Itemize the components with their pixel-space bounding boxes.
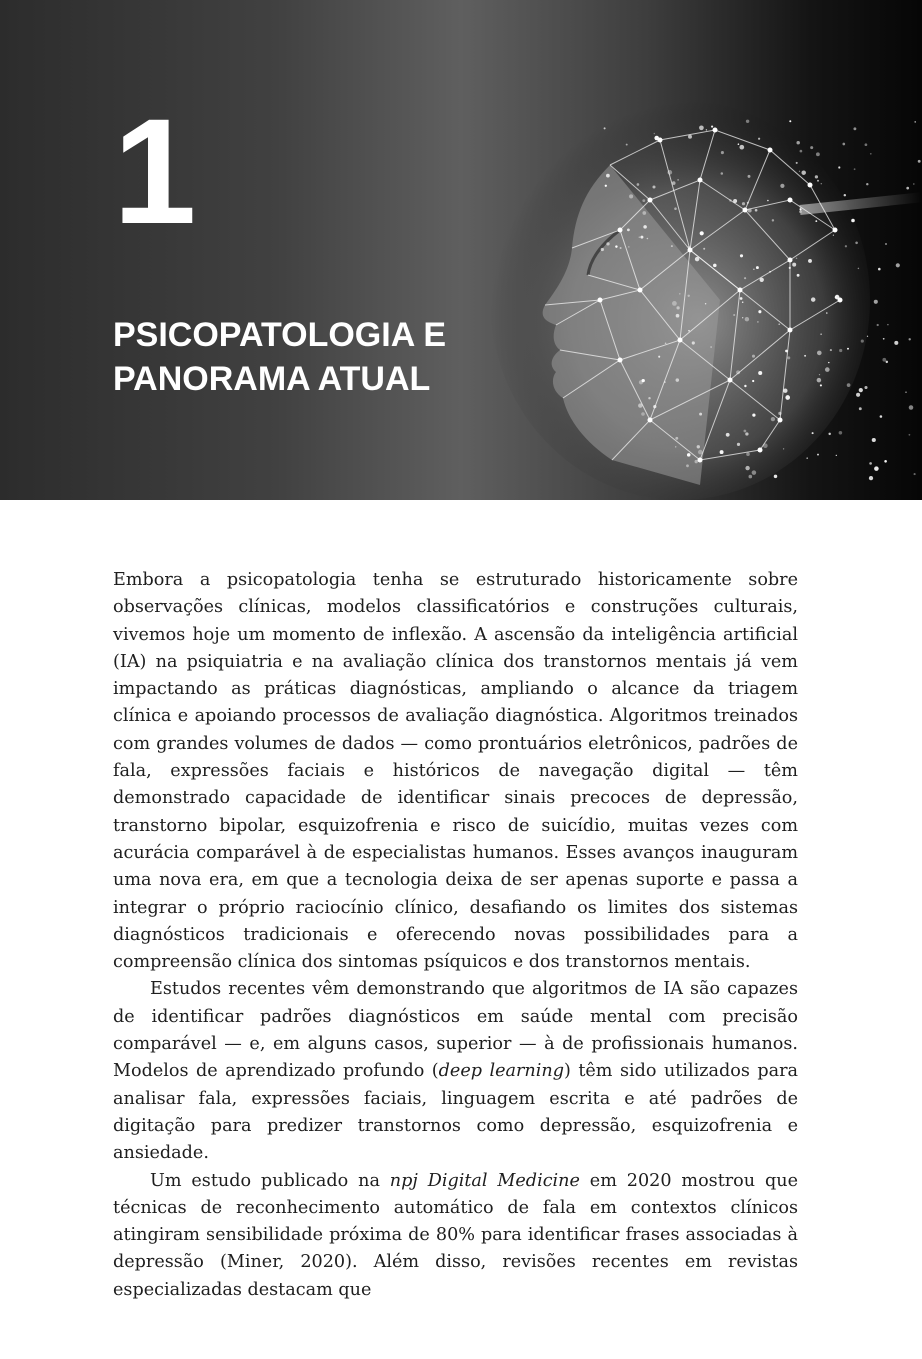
particle-dot bbox=[758, 371, 762, 375]
particle-dot bbox=[905, 391, 907, 393]
particle-dot bbox=[654, 133, 656, 135]
particle-dot bbox=[692, 341, 695, 344]
particle-dot bbox=[778, 412, 781, 415]
particle-dot bbox=[839, 349, 842, 352]
particle-dot bbox=[604, 127, 606, 129]
particle-dot bbox=[752, 470, 757, 475]
particle-dot bbox=[778, 323, 780, 325]
particle-dot bbox=[830, 349, 832, 351]
particle-dot bbox=[847, 348, 849, 350]
particle-dot bbox=[821, 183, 822, 184]
particle-dot bbox=[872, 438, 876, 442]
particle-dot bbox=[746, 120, 749, 123]
particle-dot bbox=[757, 321, 759, 323]
chapter-banner bbox=[0, 0, 922, 500]
particle-dot bbox=[906, 187, 909, 190]
particle-dot bbox=[737, 443, 740, 446]
particle-dot bbox=[699, 125, 704, 130]
particle-dot bbox=[664, 381, 666, 383]
particle-dot bbox=[826, 312, 828, 314]
paragraph-2-text-end: ) têm sido utilizados para analisar fala, expressões faciais, linguagem escrita e até padrões de digitação para predizer transtornos como depressão, esquizofrenia e ansiedade. bbox=[113, 1061, 798, 1164]
particle-dot bbox=[752, 380, 754, 382]
particle-dot bbox=[767, 200, 769, 202]
particle-dot bbox=[688, 246, 690, 248]
chapter-title-line-2: PANORAMA ATUAL bbox=[113, 360, 431, 398]
particle-dot bbox=[884, 460, 887, 463]
particle-dot bbox=[711, 126, 713, 128]
particle-dot bbox=[699, 413, 702, 416]
particle-dot bbox=[745, 317, 749, 321]
particle-dot bbox=[746, 452, 750, 456]
particle-dot bbox=[855, 242, 858, 245]
particle-dot bbox=[878, 268, 881, 271]
chapter-title-line-1: PSICOPATOLOGIA E bbox=[113, 316, 447, 354]
particle-dot bbox=[816, 152, 820, 156]
particle-dot bbox=[785, 350, 788, 353]
paragraph-2-italic-term: deep learning bbox=[438, 1061, 564, 1082]
particle-dot bbox=[675, 437, 678, 440]
particle-dot bbox=[817, 454, 819, 456]
particle-dot bbox=[918, 160, 921, 163]
particle-dot bbox=[676, 306, 679, 309]
paragraph-3-text-end: em 2020 mostrou que técnicas de reconhecimento automático de fala em contextos clínicos atingiram sensibilidade próxima de 80% para identificar frases associadas à depressão (Miner, 2020). Além disso, revisões recentes em revistas especializadas destacam que bbox=[113, 1170, 798, 1300]
particle-dot bbox=[896, 263, 900, 267]
particle-dot bbox=[756, 266, 759, 269]
particle-dot bbox=[800, 150, 803, 153]
particle-dot bbox=[665, 342, 667, 344]
particle-dot bbox=[688, 135, 692, 139]
particle-dot bbox=[894, 341, 898, 345]
particle-dot bbox=[808, 259, 812, 263]
particle-dot bbox=[748, 208, 752, 212]
paragraph-1: Embora a psicopatologia tenha se estruturado historicamente sobre observações clínicas, modelos classificatórios e construções culturais, vivemos hoje um momento de inflexão. A ascensão da inteligência artificial (IA) na psiquiatria e na avaliação clínica dos transtornos mentais já vem impactando as práticas diagnósticas, ampliando o alcance da triagem clínica e apoiando processos de avaliação diagnóstica. Algoritmos treinados com grandes volumes de dados — como prontuários eletrônicos, padrões de fala, expressões faciais e históricos de navegação digital — têm demonstrado capacidade de identificar sinais precoces de depressão, transtorno bipolar, esquizofrenia e risco de suicídio, muitas vezes com acurácia comparável à de especialistas humanos. Esses avanços inauguram uma nova era, em que a tecnologia deixa de ser apenas suporte e passa a integrar o próprio raciocínio clínico, desafiando os limites dos sistemas diagnósticos tradicionais e oferecendo novas possibilidades para a compreensão clínica dos sintomas psíquicos e dos transtornos mentais. bbox=[113, 570, 798, 973]
particle-dot bbox=[745, 432, 748, 435]
particle-dot bbox=[752, 355, 755, 358]
particle-dot bbox=[640, 236, 643, 239]
particle-dot bbox=[870, 153, 872, 155]
particle-dot bbox=[627, 229, 630, 232]
particle-dot bbox=[866, 183, 868, 185]
particle-dot bbox=[642, 379, 645, 382]
particle-dot bbox=[688, 330, 690, 332]
particle-dot bbox=[771, 417, 775, 421]
particle-dot bbox=[733, 199, 737, 203]
particle-dot bbox=[882, 358, 886, 362]
particle-dot bbox=[787, 356, 790, 359]
particle-dot bbox=[812, 432, 814, 434]
particle-dot bbox=[914, 473, 916, 475]
particle-dot bbox=[833, 235, 834, 236]
particle-dot bbox=[700, 231, 704, 235]
particle-dot bbox=[828, 362, 829, 363]
particle-dot bbox=[796, 162, 798, 164]
particle-dot bbox=[909, 338, 911, 340]
particle-dot bbox=[676, 378, 679, 381]
particle-dot bbox=[851, 219, 855, 223]
particle-dot bbox=[705, 303, 706, 304]
particle-dot bbox=[783, 388, 787, 392]
particle-dot bbox=[758, 138, 760, 140]
particle-dot bbox=[653, 405, 656, 408]
particle-dot bbox=[799, 208, 801, 210]
particle-dot bbox=[721, 151, 724, 154]
particle-dot bbox=[738, 143, 740, 145]
particle-dot bbox=[620, 247, 622, 249]
particle-dot bbox=[799, 171, 800, 172]
particle-dot bbox=[792, 263, 796, 267]
particle-dot bbox=[742, 302, 743, 303]
particle-dot bbox=[710, 346, 712, 348]
particle-dot bbox=[877, 324, 879, 326]
particle-dot bbox=[820, 334, 821, 335]
particle-dot bbox=[641, 412, 645, 416]
particle-dot bbox=[796, 141, 799, 144]
particle-dot bbox=[914, 121, 916, 123]
particle-dot bbox=[667, 170, 672, 175]
particle-dot bbox=[861, 340, 864, 343]
particle-dot bbox=[695, 257, 699, 261]
particle-dot bbox=[763, 443, 768, 448]
particle-dot bbox=[721, 172, 724, 175]
particle-dot bbox=[885, 243, 887, 245]
particle-dot bbox=[859, 388, 863, 392]
particle-dot bbox=[880, 415, 883, 418]
particle-dot bbox=[744, 277, 746, 279]
particle-dot bbox=[628, 246, 630, 248]
particle-dot bbox=[698, 450, 703, 455]
particle-dot bbox=[874, 300, 878, 304]
particle-dot bbox=[658, 356, 660, 358]
particle-dot bbox=[739, 145, 744, 150]
particle-dot bbox=[744, 385, 746, 387]
paragraph-3 bbox=[113, 1168, 798, 1304]
particle-dot bbox=[864, 386, 867, 389]
particle-dot bbox=[769, 271, 771, 273]
particle-dot bbox=[780, 184, 784, 188]
particle-dot bbox=[629, 194, 633, 198]
particle-dot bbox=[740, 254, 743, 257]
particle-dot bbox=[839, 431, 843, 435]
particle-dot bbox=[817, 180, 819, 182]
particle-dot bbox=[820, 384, 822, 386]
particle-dot bbox=[883, 338, 885, 340]
particle-dot bbox=[887, 324, 889, 326]
particle-dot bbox=[652, 185, 655, 188]
particle-dot bbox=[789, 120, 791, 122]
particle-dot bbox=[647, 238, 649, 240]
particle-dot bbox=[796, 258, 798, 260]
particle-dot bbox=[654, 136, 659, 141]
particle-dot bbox=[825, 367, 830, 372]
particle-dot bbox=[674, 207, 677, 210]
chapter-number: 1 bbox=[113, 87, 197, 255]
particle-dot bbox=[679, 293, 680, 294]
particle-dot bbox=[869, 462, 872, 465]
particle-dot bbox=[648, 397, 650, 399]
particle-dot bbox=[740, 297, 743, 300]
particle-dot bbox=[847, 383, 851, 387]
particle-dot bbox=[886, 361, 888, 363]
particle-dot bbox=[638, 403, 642, 407]
particle-dot bbox=[817, 378, 822, 383]
particle-dot bbox=[753, 269, 754, 270]
paragraph-3-journal-name: npj Digital Medicine bbox=[389, 1170, 580, 1191]
particle-dot bbox=[695, 460, 698, 463]
particle-dot bbox=[726, 433, 730, 437]
particle-dot bbox=[811, 297, 815, 301]
particle-dot bbox=[859, 407, 862, 410]
particle-dot bbox=[686, 464, 689, 467]
particle-dot bbox=[720, 450, 724, 454]
particle-dot bbox=[913, 183, 915, 185]
particle-dot bbox=[835, 295, 840, 300]
particle-dot bbox=[806, 457, 808, 459]
particle-dot bbox=[697, 445, 700, 448]
particle-dot bbox=[626, 144, 628, 146]
particle-dot bbox=[736, 370, 740, 374]
particle-dot bbox=[671, 245, 673, 247]
particle-dot bbox=[797, 274, 800, 277]
paragraph-2 bbox=[113, 976, 798, 1167]
particle-dot bbox=[749, 475, 753, 479]
particle-dot bbox=[601, 248, 604, 251]
particle-dot bbox=[642, 211, 646, 215]
paragraph-2-text: Estudos recentes vêm demonstrando que algoritmos de IA são capazes de identificar padrões diagnósticos em saúde mental com precisão comparável — e, em alguns casos, superior — à de profissionais humanos. Modelos de aprendizado profundo ( bbox=[113, 979, 798, 1082]
particle-dot bbox=[752, 413, 755, 416]
particle-dot bbox=[672, 301, 677, 306]
chapter-title bbox=[113, 313, 533, 401]
chapter-body bbox=[113, 567, 798, 1304]
particle-dot bbox=[789, 267, 791, 269]
particle-dot bbox=[799, 210, 802, 213]
particle-dot bbox=[747, 202, 749, 204]
particle-dot bbox=[844, 194, 846, 196]
particle-dot bbox=[772, 219, 774, 221]
particle-dot bbox=[606, 242, 609, 245]
particle-dot bbox=[643, 225, 647, 229]
particle-dot bbox=[687, 453, 691, 457]
particle-dot bbox=[836, 455, 837, 456]
particle-dot bbox=[783, 448, 784, 449]
particle-dot bbox=[745, 466, 749, 470]
particle-dot bbox=[703, 248, 705, 250]
particle-dot bbox=[867, 336, 868, 337]
particle-dot bbox=[858, 268, 860, 270]
particle-dot bbox=[874, 466, 879, 471]
particle-dot bbox=[713, 264, 717, 268]
particle-dot bbox=[774, 475, 777, 478]
particle-dot bbox=[758, 310, 761, 313]
particle-dot bbox=[909, 434, 911, 436]
particle-dot bbox=[865, 143, 868, 146]
particle-dot bbox=[742, 202, 745, 205]
particle-dot bbox=[845, 245, 847, 247]
particle-dot bbox=[606, 174, 610, 178]
particle-dot bbox=[810, 146, 813, 149]
particle-dot bbox=[854, 168, 856, 170]
particle-dot bbox=[615, 245, 617, 247]
particle-dot bbox=[675, 446, 676, 447]
particle-dot bbox=[819, 374, 820, 375]
particle-dot bbox=[637, 183, 640, 186]
particle-dot bbox=[856, 393, 860, 397]
particle-dot bbox=[785, 395, 790, 400]
particle-dot bbox=[853, 127, 856, 130]
particle-dot bbox=[842, 143, 845, 146]
particle-dot bbox=[677, 179, 679, 181]
particle-dot bbox=[801, 170, 805, 174]
paragraph-3-text: Um estudo publicado na bbox=[150, 1170, 390, 1191]
particle-dot bbox=[642, 199, 645, 202]
particle-dot bbox=[815, 220, 817, 222]
particle-dot bbox=[676, 314, 680, 318]
particle-dot bbox=[672, 181, 676, 185]
particle-dot bbox=[687, 295, 689, 297]
particle-dot bbox=[828, 433, 830, 435]
particle-dot bbox=[804, 355, 806, 357]
particle-dot bbox=[817, 351, 822, 356]
particle-dot bbox=[744, 430, 747, 433]
particle-dot bbox=[733, 314, 735, 316]
particle-dot bbox=[760, 278, 764, 282]
particle-dot bbox=[755, 209, 758, 212]
particle-dot bbox=[815, 175, 818, 178]
particle-dot bbox=[909, 405, 914, 410]
particle-dot bbox=[869, 476, 873, 480]
particle-dot bbox=[605, 185, 607, 187]
particle-dot bbox=[706, 129, 707, 130]
particle-dot bbox=[742, 317, 743, 318]
particle-dot bbox=[838, 166, 840, 168]
particle-dot bbox=[639, 237, 640, 238]
particle-dot bbox=[748, 175, 751, 178]
particle-dot bbox=[729, 199, 732, 202]
